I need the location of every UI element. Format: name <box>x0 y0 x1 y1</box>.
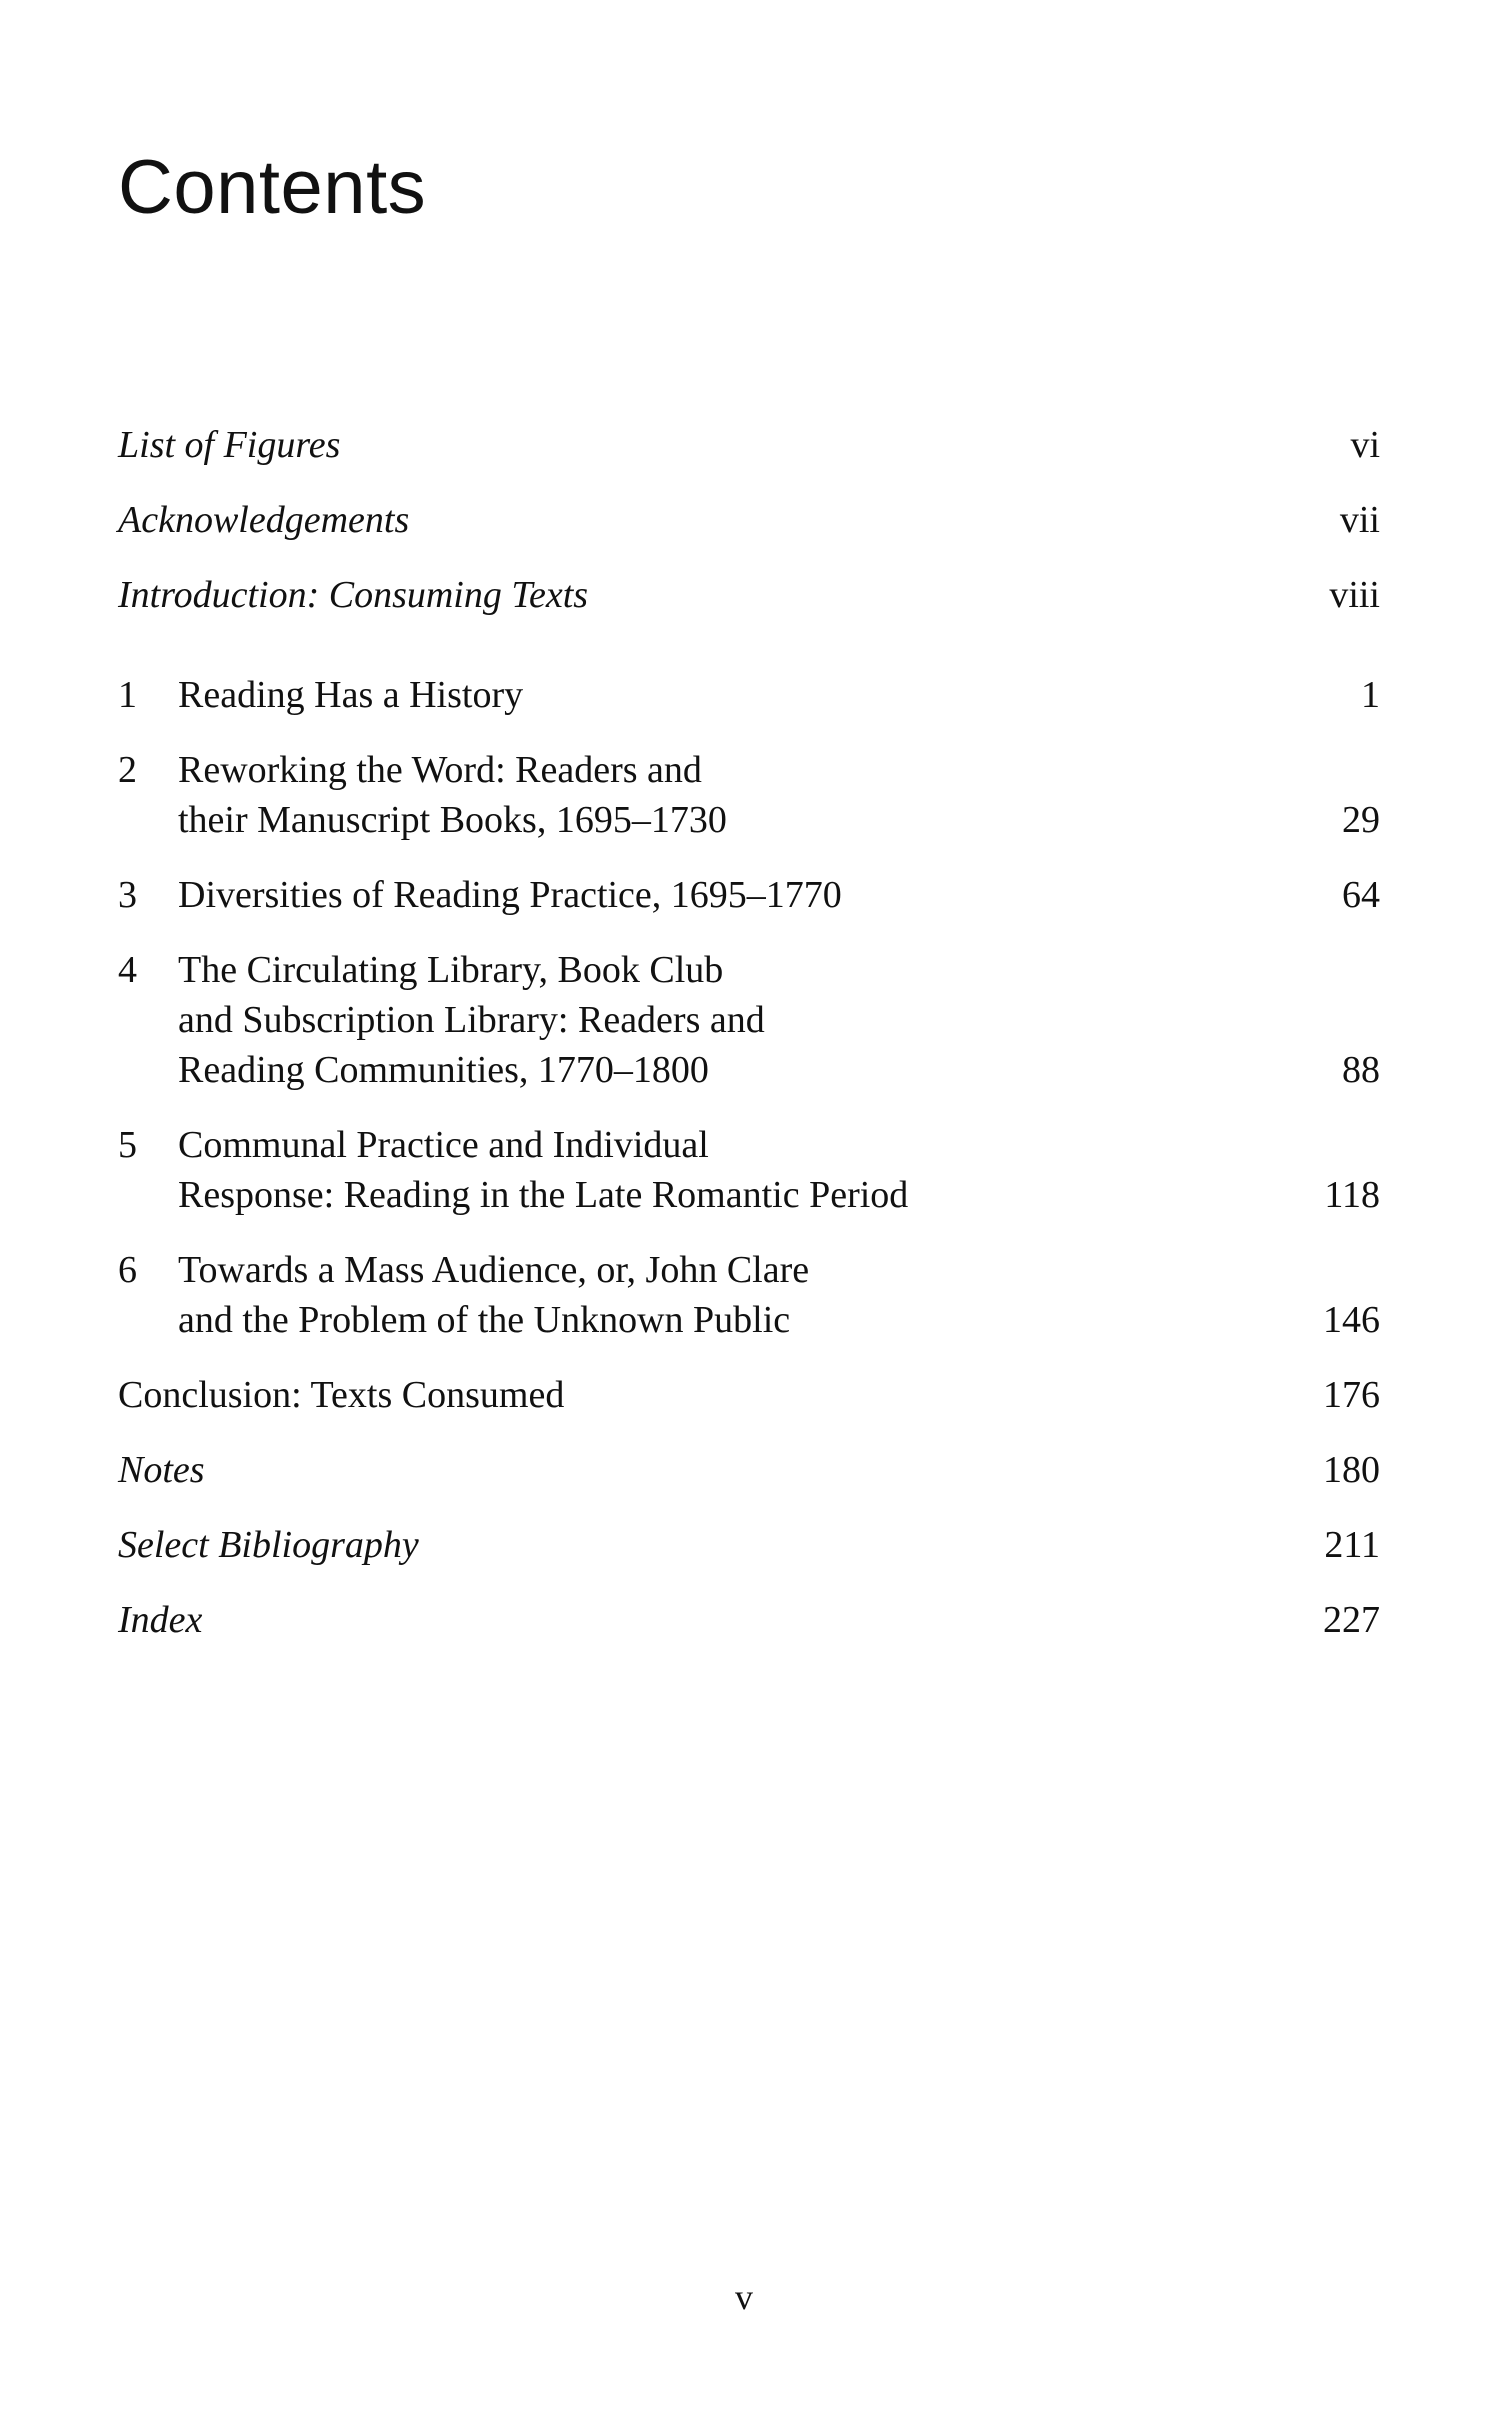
toc-chapter-2[interactable] <box>118 745 1380 845</box>
toc-entry-title: Index <box>118 1599 203 1641</box>
chapter-page: 88 <box>1342 1049 1380 1091</box>
page-number: v <box>735 2277 753 2317</box>
chapter-title: Towards a Mass Audience, or, John Clare and the Problem of the Unknown Public <box>178 1249 810 1341</box>
toc-entry-page: vi <box>1350 424 1380 466</box>
toc-chapter-5[interactable] <box>118 1120 1380 1220</box>
chapter-page: 64 <box>1342 874 1380 916</box>
chapter-number: 2 <box>118 749 137 791</box>
toc-entry-title: List of Figures <box>118 424 341 466</box>
toc-entry-title: Select Bibliography <box>118 1524 419 1566</box>
toc-entry-select-bibliography[interactable] <box>118 1520 1380 1570</box>
toc-chapter-6[interactable] <box>118 1245 1380 1345</box>
toc-entry-index[interactable] <box>118 1595 1380 1645</box>
page-title: Contents <box>118 145 427 230</box>
toc-chapter-4[interactable] <box>118 945 1380 1095</box>
toc-entry-title: Introduction: Consuming Texts <box>118 574 589 616</box>
chapter-page: 146 <box>1323 1299 1380 1341</box>
toc-chapter-3[interactable] <box>118 870 1380 920</box>
toc-entry-notes[interactable] <box>118 1445 1380 1495</box>
chapter-title: Reading Has a History <box>178 674 524 716</box>
chapter-number: 5 <box>118 1124 137 1166</box>
toc-entry-acknowledgements[interactable] <box>118 495 1380 545</box>
toc-entry-list-of-figures[interactable] <box>118 420 1380 470</box>
chapter-title: The Circulating Library, Book Club and Subscription Library: Readers and Reading Communities, 1770–1800 <box>178 949 765 1091</box>
toc-entry-title: Notes <box>118 1449 205 1491</box>
toc-entry-page: 211 <box>1324 1524 1380 1566</box>
toc-entry-page: 180 <box>1323 1449 1380 1491</box>
chapter-number: 4 <box>118 949 137 991</box>
chapter-number: 3 <box>118 874 137 916</box>
toc-entry-title: Conclusion: Texts Consumed <box>118 1374 565 1416</box>
chapter-number: 6 <box>118 1249 137 1291</box>
chapter-number: 1 <box>118 674 137 716</box>
toc-entry-title: Acknowledgements <box>118 499 410 541</box>
toc-entry-page: viii <box>1329 574 1380 616</box>
chapter-page: 1 <box>1361 674 1380 716</box>
chapter-title: Communal Practice and Individual Response: Reading in the Late Romantic Period <box>178 1124 909 1216</box>
toc-entry-conclusion[interactable] <box>118 1370 1380 1420</box>
chapter-title: Diversities of Reading Practice, 1695–1770 <box>178 874 842 916</box>
toc-entry-introduction[interactable] <box>118 570 1380 620</box>
chapter-page: 29 <box>1342 799 1380 841</box>
table-of-contents <box>118 420 1380 1670</box>
toc-entry-page: 176 <box>1323 1374 1380 1416</box>
toc-entry-page: 227 <box>1323 1599 1380 1641</box>
toc-chapter-1[interactable] <box>118 670 1380 720</box>
chapter-page: 118 <box>1324 1174 1380 1216</box>
toc-entry-page: vii <box>1339 499 1380 541</box>
chapter-title: Reworking the Word: Readers and their Manuscript Books, 1695–1730 <box>178 749 727 841</box>
